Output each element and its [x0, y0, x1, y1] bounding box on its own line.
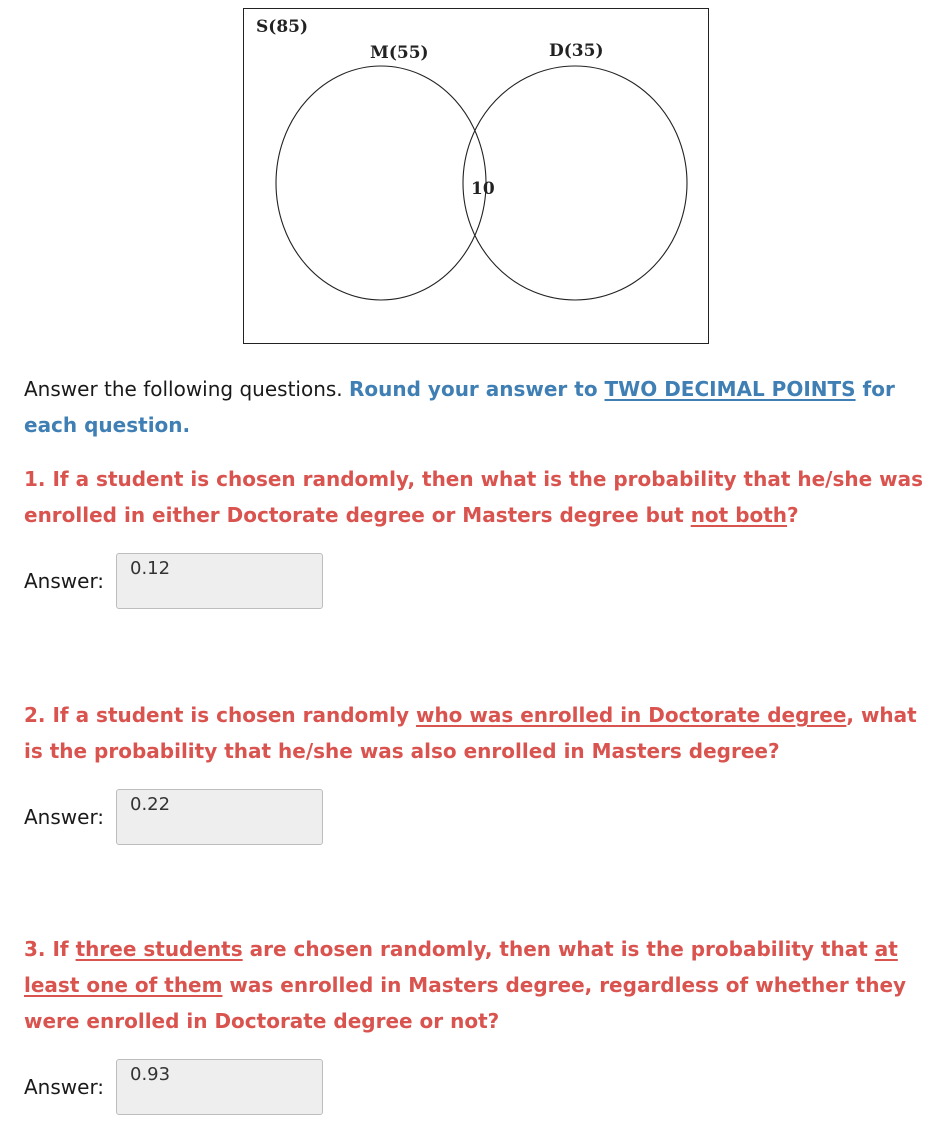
question-2-underline: who was enrolled in Doctorate degree	[415, 703, 847, 727]
question-2-text-b: , what is the probability that he/she was also enrolled in Masters degree?	[24, 703, 917, 763]
question-1-text-a: 1. If a student is chosen randomly, then what is the probability that he/she was enrolled in either Doctorate degree or Masters degree but	[24, 467, 924, 527]
answer-label-3: Answer:	[24, 1075, 105, 1099]
instructions	[24, 371, 924, 443]
answer-input-2[interactable]	[116, 789, 323, 845]
question-3-underline-1: three students	[75, 937, 243, 961]
answer-value-1: 0.12	[130, 558, 171, 579]
question-3-text-a: 3. If	[24, 937, 76, 961]
question-3-text-c: was enrolled in Masters degree, regardless of whether they were enrolled in Doctorate degree or not?	[24, 973, 907, 1033]
question-3	[24, 931, 924, 1039]
label-set-m: M(55)	[370, 43, 429, 63]
instructions-lead: Answer the following questions.	[24, 377, 350, 401]
answer-label-2: Answer:	[24, 805, 105, 829]
question-1	[24, 461, 924, 533]
label-set-s: S(85)	[256, 17, 309, 37]
instructions-highlight-link: TWO DECIMAL POINTS	[604, 377, 856, 401]
answer-value-3: 0.93	[130, 1064, 171, 1085]
circle-doctorate	[463, 66, 687, 300]
question-1-underline: not both	[690, 503, 788, 527]
answer-row-3	[24, 1059, 323, 1115]
instructions-highlight-b: for each question.	[24, 377, 895, 437]
label-intersection: 10	[471, 179, 495, 199]
venn-diagram	[243, 8, 709, 344]
label-set-d: D(35)	[549, 41, 604, 61]
question-2	[24, 697, 924, 769]
answer-value-2: 0.22	[130, 794, 171, 815]
question-1-text-b: ?	[787, 503, 799, 527]
question-2-text-a: 2. If a student is chosen randomly	[24, 703, 416, 727]
circle-masters	[276, 66, 486, 300]
answer-row-1	[24, 553, 323, 609]
question-3-text-b: are chosen randomly, then what is the probability that	[242, 937, 875, 961]
answer-input-1[interactable]	[116, 553, 323, 609]
question-3-underline-2: at least one of them	[24, 937, 898, 997]
instructions-highlight-a: Round your answer to	[349, 377, 605, 401]
venn-svg	[244, 9, 710, 345]
answer-label-1: Answer:	[24, 569, 105, 593]
answer-input-3[interactable]	[116, 1059, 323, 1115]
answer-row-2	[24, 789, 323, 845]
